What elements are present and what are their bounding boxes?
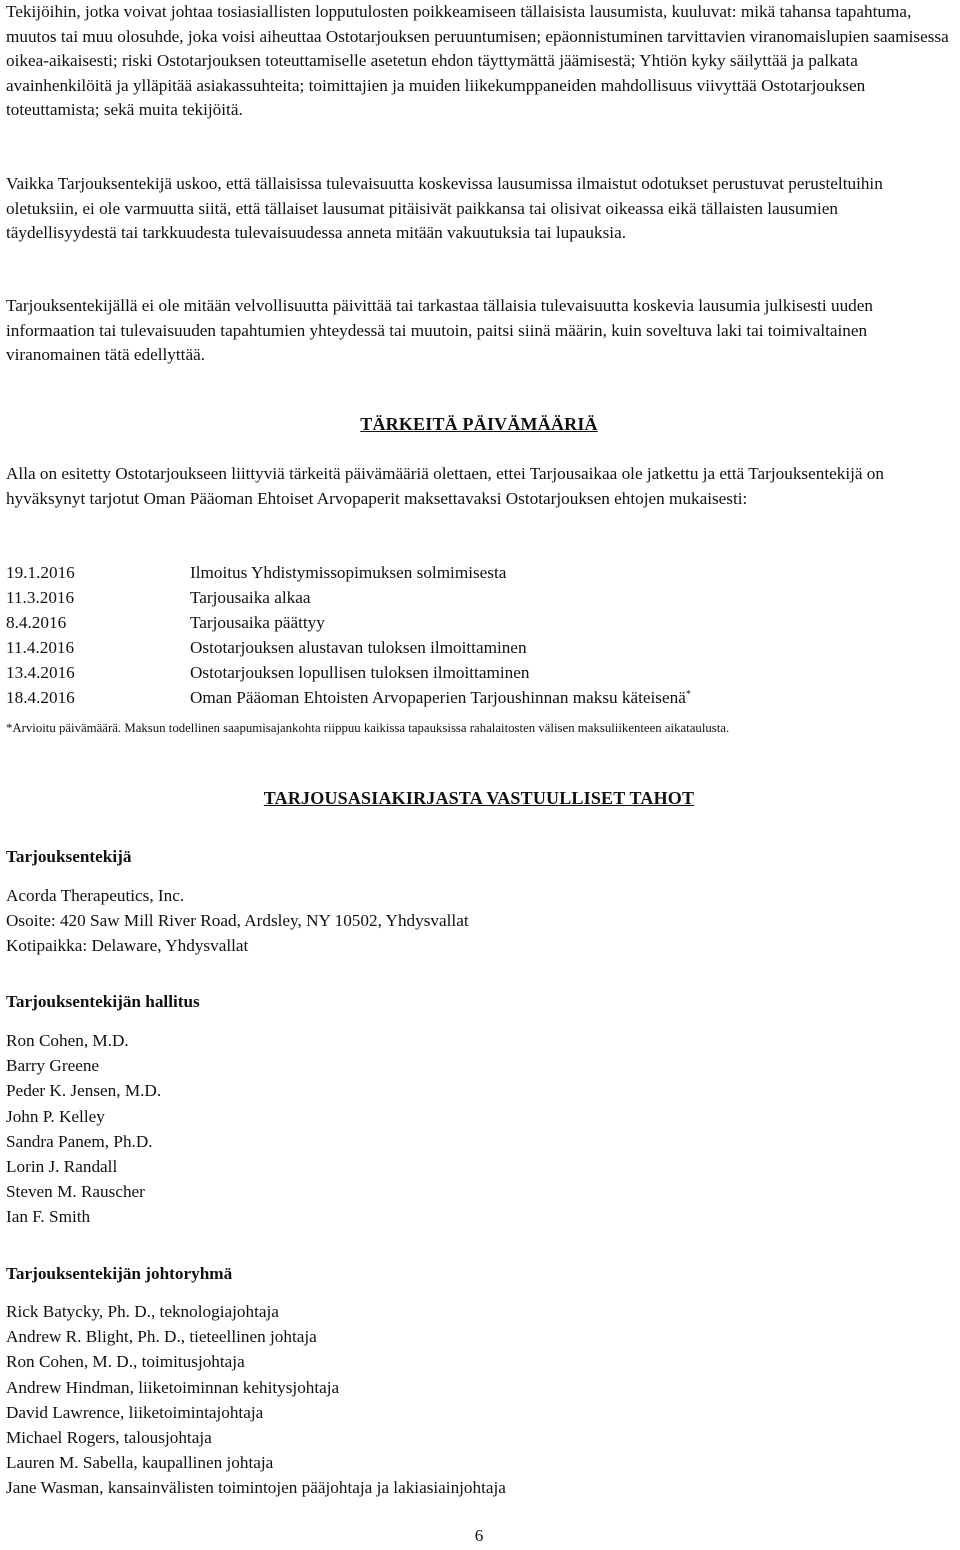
event-cell: Ostotarjouksen alustavan tuloksen ilmoittaminen (190, 638, 527, 657)
important-dates-intro: Alla on esitetty Ostotarjoukseen liittyviä tärkeitä päivämääriä olettaen, ettei Tarjousaikaa ole jatkettu ja että Tarjouksentekijä on hyväksynyt tarjotut Oman Pääoman Ehtoiset Arvopaperit maksettavaksi Ostotarjouksen ehtojen mukaisesti: (6, 464, 884, 508)
board-member: Sandra Panem, Ph.D. (6, 1131, 153, 1151)
management-member: Michael Rogers, talousjohtaja (6, 1428, 212, 1448)
management-member: Andrew R. Blight, Ph. D., tieteellinen johtaja (6, 1327, 317, 1347)
board-member: Lorin J. Randall (6, 1157, 118, 1177)
date-cell: 19.1.2016 (6, 563, 75, 582)
date-cell: 11.3.2016 (6, 588, 75, 607)
management-list (6, 1299, 506, 1501)
offeror-address: Osoite: 420 Saw Mill River Road, Ardsley, NY 10502, Yhdysvallat (6, 911, 469, 930)
date-cell: 8.4.2016 (6, 613, 67, 632)
management-member: Ron Cohen, M. D., toimitusjohtaja (6, 1352, 245, 1372)
event-cell: Oman Pääoman Ehtoisten Arvopaperien Tarjoushinnan maksu käteisenä* (190, 688, 691, 707)
management-member: David Lawrence, liiketoimintajohtaja (6, 1402, 264, 1422)
paragraph-no-obligation: Tarjouksentekijällä ei ole mitään velvollisuutta päivittää tai tarkastaa tällaisia tulevaisuutta koskevia lausumia julkisesti uuden informaation tai tulevaisuuden tapahtumien yhteydessä tai muutoin, paitsi siinä määrin, kuin soveltuva laki tai toimivaltainen viranomainen tätä edellyttää. (6, 296, 873, 365)
estimate-asterisk: * (685, 689, 691, 700)
date-row (6, 560, 952, 585)
paragraph-risk-factors: Tekijöihin, jotka voivat johtaa tosiasiallisten lopputulosten poikkeamiseen tällaisista lausumista, kuuluvat: mikä tahansa tapahtuma, muutos tai muu olosuhde, joka voisi aiheuttaa Ostotarjouksen peruuntumisen; epäonnistuminen tarvittavien viranomaislupien saamisessa oikea-aikaisesti; riski Ostotarjouksen toteuttamiselle asetetun ehdon täyttymättä jäämisestä; Yhtiön kyky säilyttää ja palkata avainhenkilöitä ja ylläpitää asiakassuhteita; toimittajien ja muiden liikekumppaneiden mahdollisuus viivyttää Ostotarjouksen toteuttamista; sekä muita tekijöitä. (6, 2, 949, 120)
board-member: Peder K. Jensen, M.D. (6, 1081, 162, 1101)
board-member: Barry Greene (6, 1056, 100, 1076)
event-cell: Ilmoitus Yhdistymissopimuksen solmimisesta (190, 563, 507, 582)
date-row (6, 585, 952, 610)
offeror-heading: Tarjouksentekijä (6, 847, 132, 866)
page-number: 6 (474, 1526, 484, 1545)
event-cell: Tarjousaika päättyy (190, 613, 325, 632)
management-member: Jane Wasman, kansainvälisten toimintojen pääjohtaja ja lakiasiainjohtaja (6, 1478, 506, 1498)
board-member: John P. Kelley (6, 1106, 105, 1126)
board-list (6, 1028, 161, 1230)
board-member: Ian F. Smith (6, 1207, 91, 1227)
date-cell: 13.4.2016 (6, 663, 75, 682)
date-row (6, 610, 952, 635)
date-row (6, 635, 952, 660)
date-cell: 18.4.2016 (6, 688, 75, 707)
date-row (6, 685, 952, 710)
board-member: Steven M. Rauscher (6, 1182, 145, 1202)
event-cell: Ostotarjouksen lopullisen tuloksen ilmoittaminen (190, 663, 530, 682)
dates-table (6, 560, 952, 710)
offeror-details (6, 883, 952, 958)
management-heading: Tarjouksentekijän johtoryhmä (6, 1264, 233, 1283)
important-dates-heading: TÄRKEITÄ PÄIVÄMÄÄRIÄ (360, 414, 598, 434)
management-member: Lauren M. Sabella, kaupallinen johtaja (6, 1453, 274, 1473)
offeror-domicile: Kotipaikka: Delaware, Yhdysvallat (6, 936, 249, 955)
offeror-name: Acorda Therapeutics, Inc. (6, 886, 185, 905)
date-row (6, 660, 952, 685)
paragraph-expectations: Vaikka Tarjouksentekijä uskoo, että tällaisissa tulevaisuutta koskevissa lausumissa ilmaistut odotukset perustuvat perusteltuihin oletuksiin, ei ole varmuutta siitä, että tällaiset lausumat pitäisivät paikkansa tai olisivat oikeassa eikä tällaisten lausumien täydellisyydestä tai tarkkuudesta tulevaisuudessa anneta mitään vakuutuksia tai lupauksia. (6, 174, 883, 243)
event-cell: Tarjousaika alkaa (190, 588, 311, 607)
board-heading: Tarjouksentekijän hallitus (6, 992, 200, 1011)
responsible-parties-heading: TARJOUSASIAKIRJASTA VASTUULLISET TAHOT (263, 788, 695, 808)
board-member: Ron Cohen, M.D. (6, 1031, 129, 1050)
management-member: Andrew Hindman, liiketoiminnan kehitysjohtaja (6, 1377, 340, 1397)
management-member: Rick Batycky, Ph. D., teknologiajohtaja (6, 1302, 279, 1321)
date-cell: 11.4.2016 (6, 638, 75, 657)
dates-footnote: *Arvioitu päivämäärä. Maksun todellinen saapumisajankohta riippuu kaikissa tapauksissa rahalaitosten välisen maksuliikenteen aikataulusta. (6, 721, 730, 735)
